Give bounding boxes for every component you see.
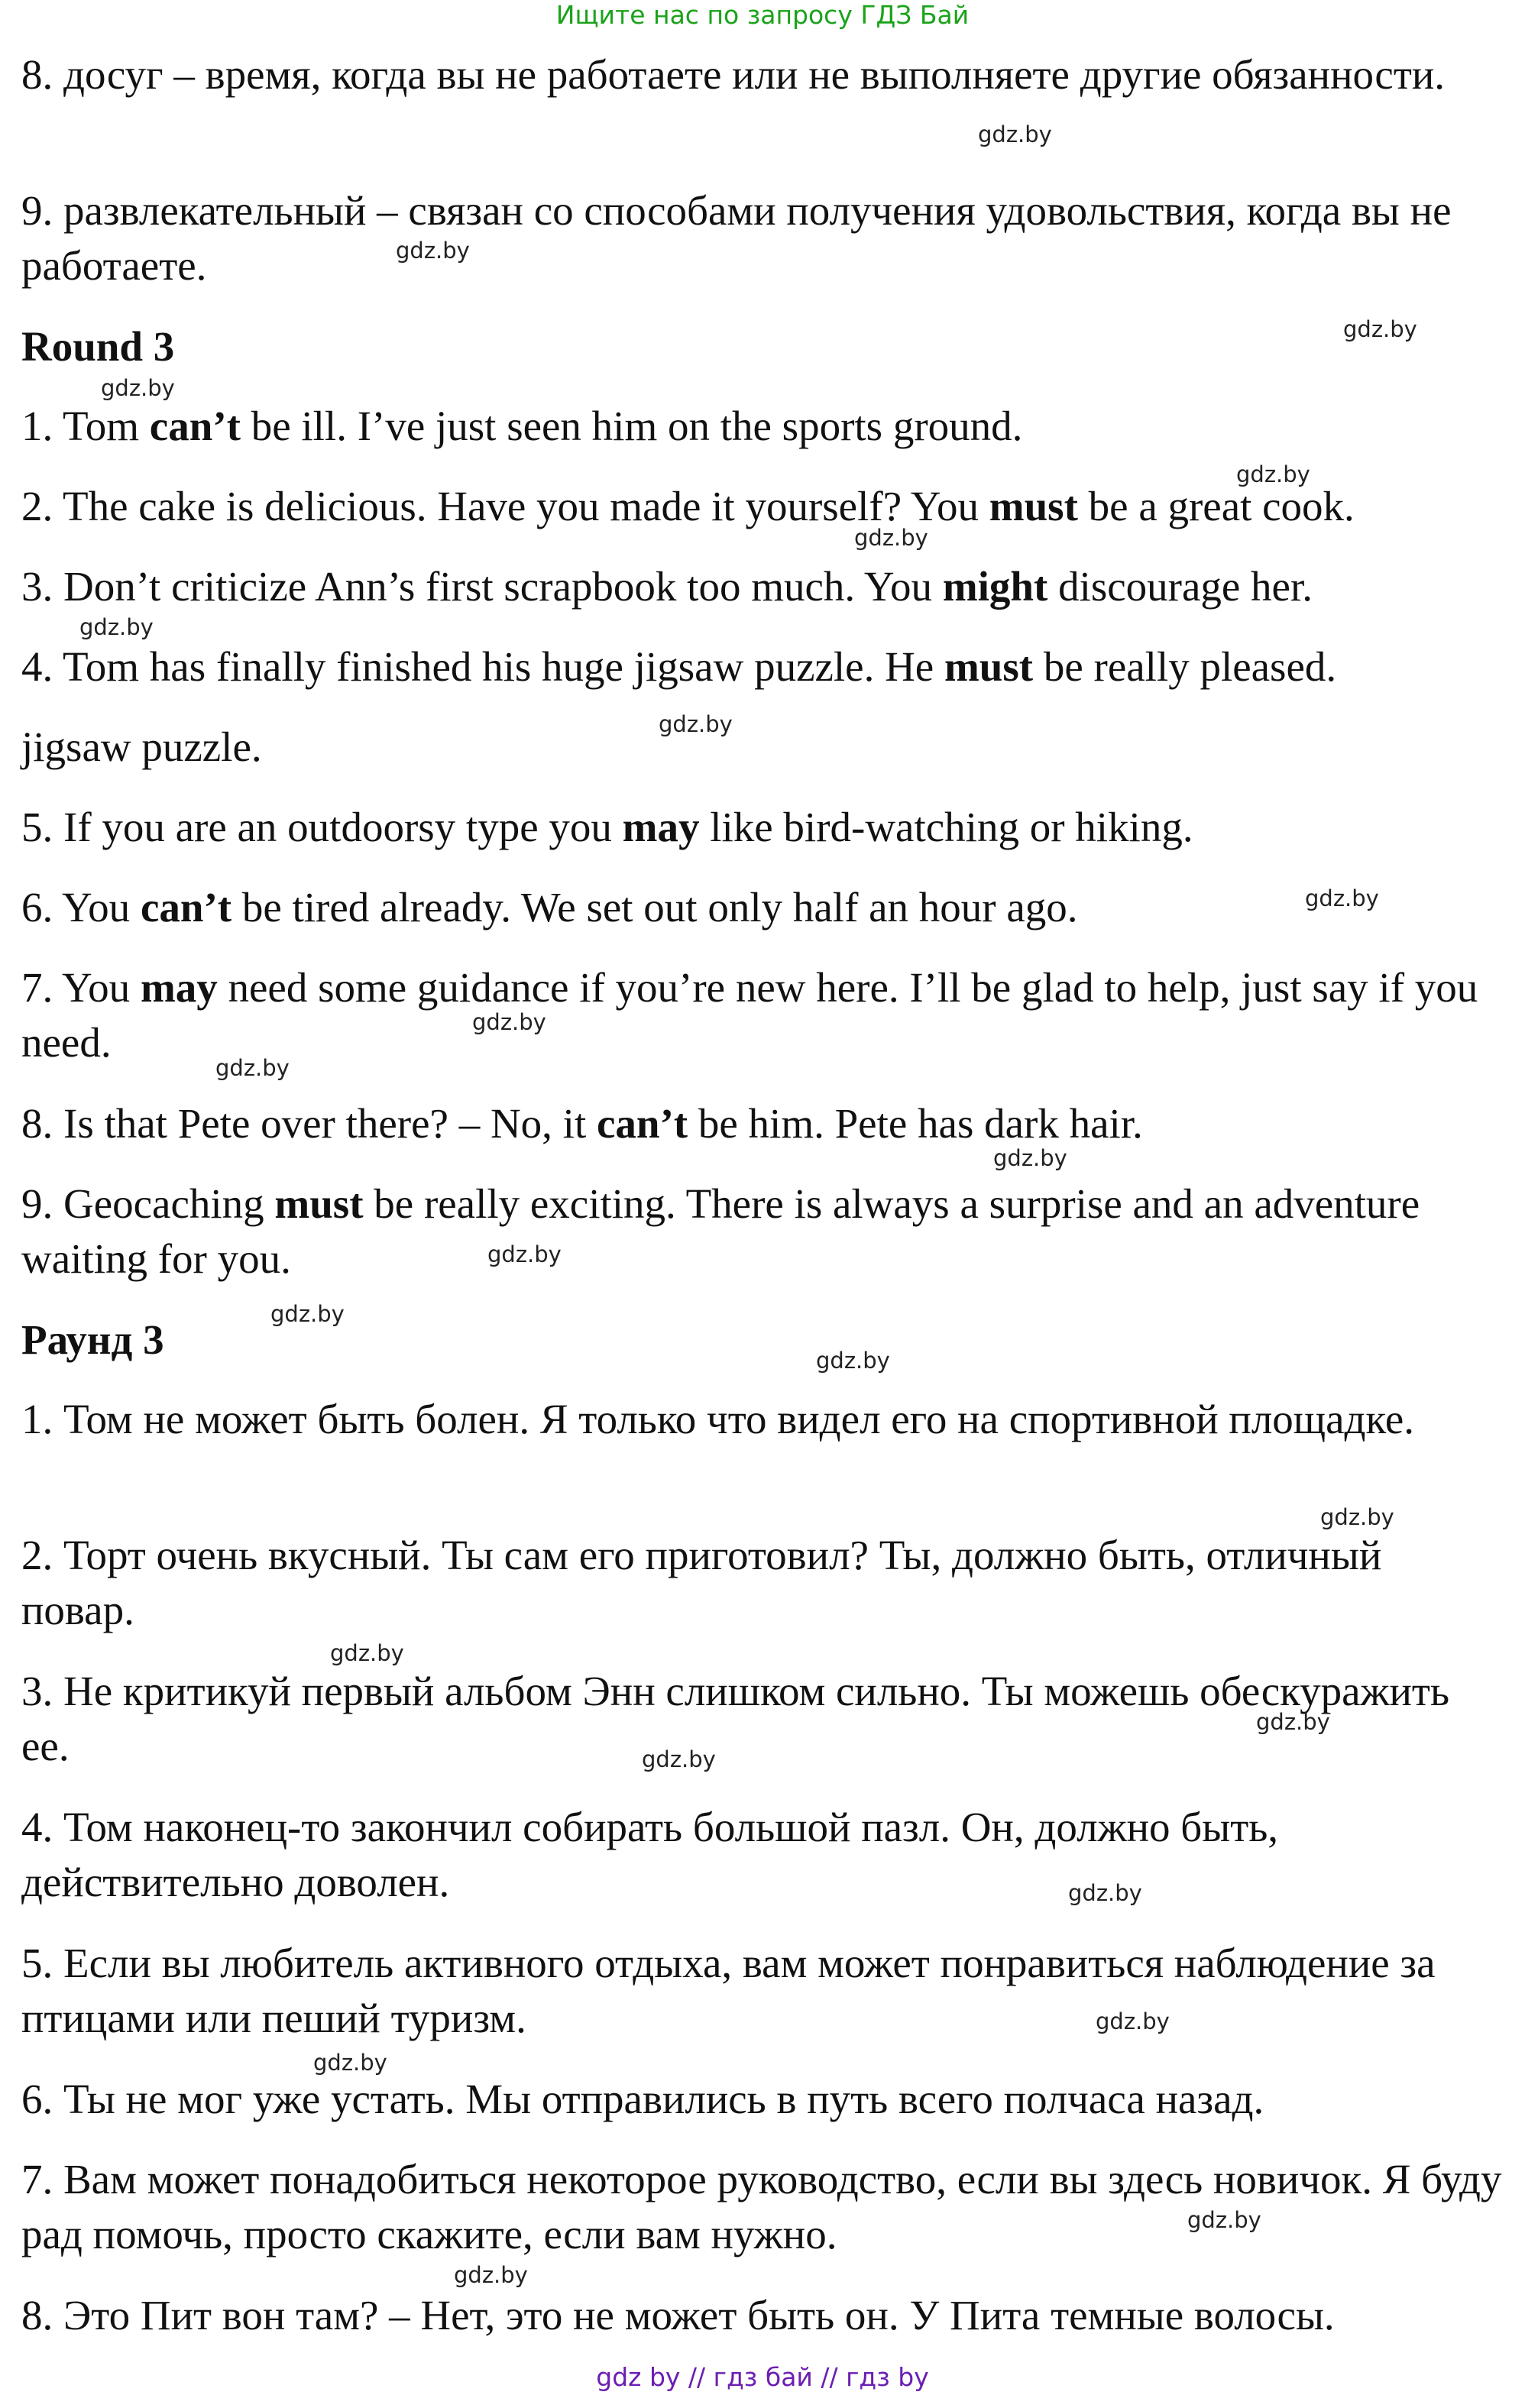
watermark: gdz.by — [993, 1145, 1067, 1171]
watermark: gdz.by — [396, 238, 470, 264]
watermark: gdz.by — [1343, 316, 1417, 342]
en-item-3: 3. Don’t criticize Ann’s first scrapbook too much. You might discourage her. — [21, 563, 1313, 610]
top-search-banner[interactable]: Ищите нас по запросу ГДЗ Бай — [555, 0, 970, 30]
watermark: gdz.by — [1187, 2207, 1261, 2233]
ru-item-7: 7. Вам может понадобиться некоторое руководство, если вы здесь новичок. Я буду рад помочь, просто скажите, если вам нужно. — [21, 2156, 1502, 2258]
watermark: gdz.by — [816, 1348, 890, 1374]
watermark: gdz.by — [1305, 885, 1379, 911]
watermark: gdz.by — [487, 1241, 562, 1267]
watermark: gdz.by — [101, 375, 175, 401]
watermark: gdz.by — [1236, 461, 1310, 487]
watermark: gdz.by — [1068, 1880, 1142, 1906]
watermark: gdz.by — [79, 614, 154, 640]
watermark: gdz.by — [978, 121, 1052, 147]
watermark: gdz.by — [659, 711, 733, 737]
ru-item-2: 2. Торт очень вкусный. Ты сам его приготовил? Ты, должно быть, отличный повар. — [21, 1532, 1382, 1633]
footer-links[interactable]: gdz by // гдз бай // гдз by — [596, 2362, 929, 2392]
en-fragment: jigsaw puzzle. — [21, 723, 262, 770]
watermark: gdz.by — [472, 1009, 546, 1035]
watermark: gdz.by — [1096, 2008, 1170, 2034]
en-item-1: 1. Tom can’t be ill. I’ve just seen him on the sports ground. — [21, 403, 1023, 449]
ru-round3-heading: Раунд 3 — [21, 1316, 164, 1363]
en-item-5: 5. If you are an outdoorsy type you may like bird-watching or hiking. — [21, 804, 1193, 850]
ru-item-8: 8. Это Пит вон там? – Нет, это не может быть он. У Пита темные волосы. — [21, 2292, 1335, 2338]
ru-definition-8: 8. досуг – время, когда вы не работаете или не выполняете другие обязанности. — [21, 51, 1446, 98]
ru-definition-9: 9. развлекательный – связан со способами получения удовольствия, когда вы не работаете. — [21, 187, 1452, 289]
watermark: gdz.by — [454, 2262, 528, 2288]
watermark: gdz.by — [854, 525, 928, 551]
ru-item-6: 6. Ты не мог уже устать. Мы отправились в путь всего полчаса назад. — [21, 2076, 1264, 2122]
en-item-9: 9. Geocaching must be really exciting. There is always a surprise and an adventure waiting for you. — [21, 1180, 1420, 1282]
ru-item-1: 1. Том не может быть болен. Я только что видел его на спортивной площадке. — [21, 1396, 1415, 1442]
ru-item-3: 3. Не критикуй первый альбом Энн слишком сильно. Ты можешь обескуражить ее. — [21, 1668, 1450, 1769]
en-item-8: 8. Is that Pete over there? – No, it can’t be him. Pete has dark hair. — [21, 1100, 1143, 1147]
en-item-4: 4. Tom has finally finished his huge jigsaw puzzle. He must be really pleased. — [21, 643, 1337, 690]
watermark: gdz.by — [215, 1055, 290, 1081]
watermark: gdz.by — [330, 1640, 404, 1666]
en-item-7: 7. You may need some guidance if you’re new here. I’ll be glad to help, just say if you need. — [21, 964, 1478, 1066]
ru-item-4: 4. Том наконец-то закончил собирать большой пазл. Он, должно быть, действительно доволен. — [21, 1804, 1279, 1905]
ru-item-5: 5. Если вы любитель активного отдыха, вам может понравиться наблюдение за птицами или пеший туризм. — [21, 1940, 1436, 2041]
watermark: gdz.by — [313, 2050, 387, 2076]
round3-heading: Round 3 — [21, 323, 175, 370]
watermark: gdz.by — [642, 1746, 716, 1772]
watermark: gdz.by — [1256, 1709, 1330, 1735]
watermark: gdz.by — [1320, 1504, 1394, 1530]
en-item-2: 2. The cake is delicious. Have you made it yourself? You must be a great cook. — [21, 483, 1355, 529]
en-item-6: 6. You can’t be tired already. We set out only half an hour ago. — [21, 884, 1078, 931]
watermark: gdz.by — [270, 1301, 345, 1327]
